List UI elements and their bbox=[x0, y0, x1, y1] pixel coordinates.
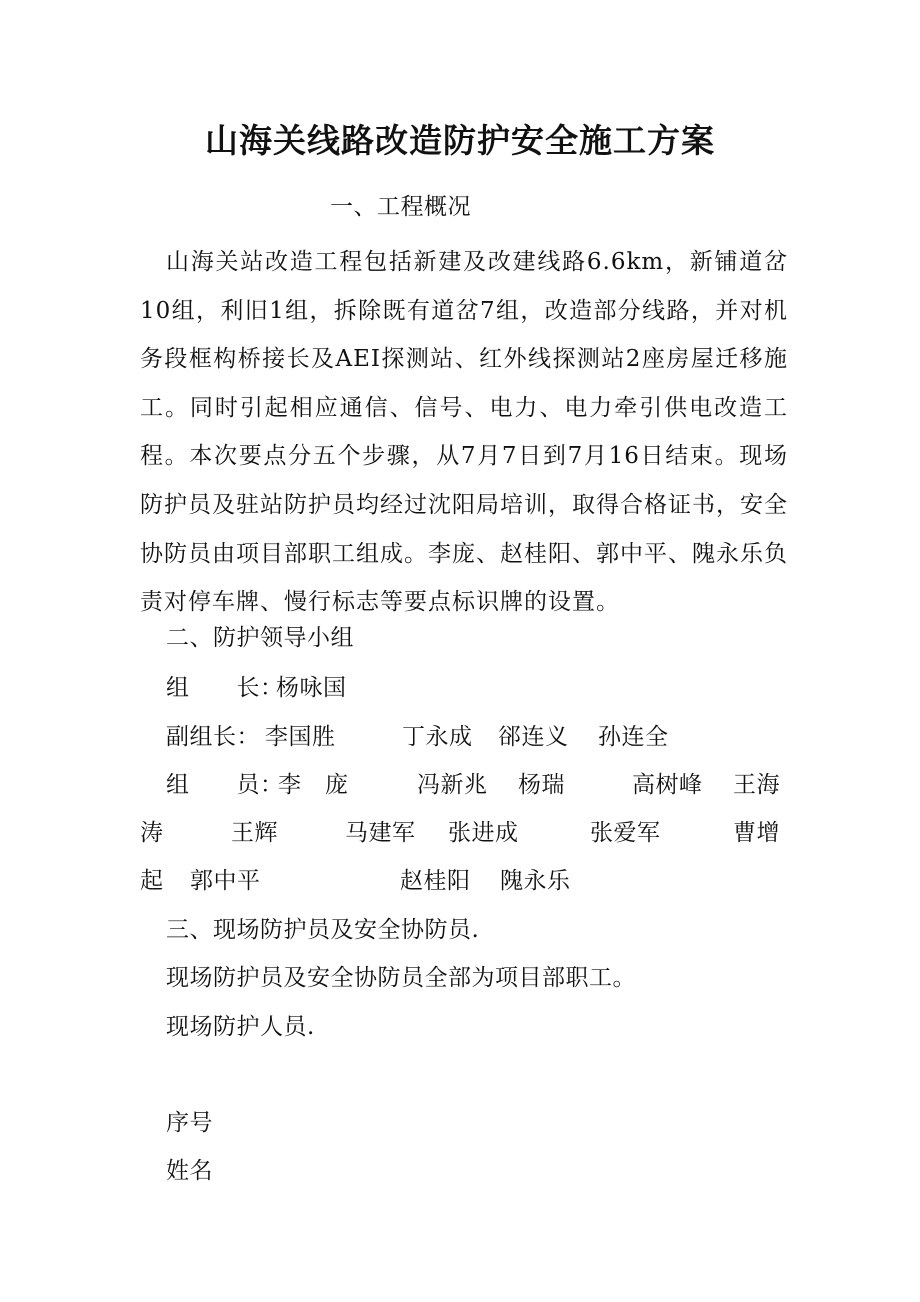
leader-label: 组 长： bbox=[166, 675, 284, 701]
member-name: 李 庞 bbox=[278, 772, 349, 798]
member-name: 涛 bbox=[140, 820, 164, 846]
deputy-name: 李国胜 bbox=[265, 724, 336, 750]
member-name: 曹增 bbox=[733, 820, 780, 846]
member-name: 隗永乐 bbox=[500, 868, 571, 894]
member-name: 张进成 bbox=[448, 820, 519, 846]
section3-line2: 现场防护人员. bbox=[166, 1014, 315, 1040]
member-name: 赵桂阳 bbox=[400, 868, 471, 894]
deputy-name: 孙连全 bbox=[598, 724, 669, 750]
section3-heading: 三、现场防护员及安全协防员. bbox=[166, 917, 480, 943]
section1-heading: 一、工程概况 bbox=[330, 194, 471, 220]
deputy-name: 丁永成 bbox=[402, 724, 473, 750]
member-name: 冯新兆 bbox=[417, 772, 488, 798]
section3-line1: 现场防护员及安全协防员全部为项目部职工。 bbox=[166, 965, 636, 991]
members-label: 组 员： bbox=[166, 772, 284, 798]
member-name: 王海 bbox=[733, 772, 780, 798]
member-name: 杨瑞 bbox=[518, 772, 565, 798]
member-name: 起 bbox=[140, 868, 164, 894]
deputy-label: 副组长： bbox=[166, 724, 260, 750]
member-name: 张爱军 bbox=[590, 820, 661, 846]
document-title: 山海关线路改造防护安全施工方案 bbox=[205, 121, 715, 160]
section2-heading: 二、防护领导小组 bbox=[166, 625, 354, 651]
member-name: 王辉 bbox=[231, 820, 278, 846]
table-header-name: 姓名 bbox=[166, 1158, 213, 1184]
table-header-index: 序号 bbox=[166, 1110, 213, 1136]
leader-name: 杨咏国 bbox=[276, 675, 347, 701]
section1-body: 山海关站改造工程包括新建及改建线路6.6km，新铺道岔10组，利旧1组，拆除既有道岔7组，改造部分线路，并对机务段框构桥接长及AEI探测站、红外线探测站2座房屋迁移施工。同时引起相应通信、信号、电力、电力牵引供电改造工程。本次要点分五个步骤，从7月7日到7月16日结束。现场防护员及驻站防护员均经过沈阳局培训，取得合格证书，安全协防员由项目部职工组成。李庞、赵桂阳、郭中平、隗永乐负责对停车牌、慢行标志等要点标识牌的设置。 bbox=[140, 249, 788, 616]
deputy-name: 郤连义 bbox=[498, 724, 569, 750]
member-name: 郭中平 bbox=[190, 868, 261, 894]
member-name: 高树峰 bbox=[632, 772, 703, 798]
member-name: 马建军 bbox=[345, 820, 416, 846]
